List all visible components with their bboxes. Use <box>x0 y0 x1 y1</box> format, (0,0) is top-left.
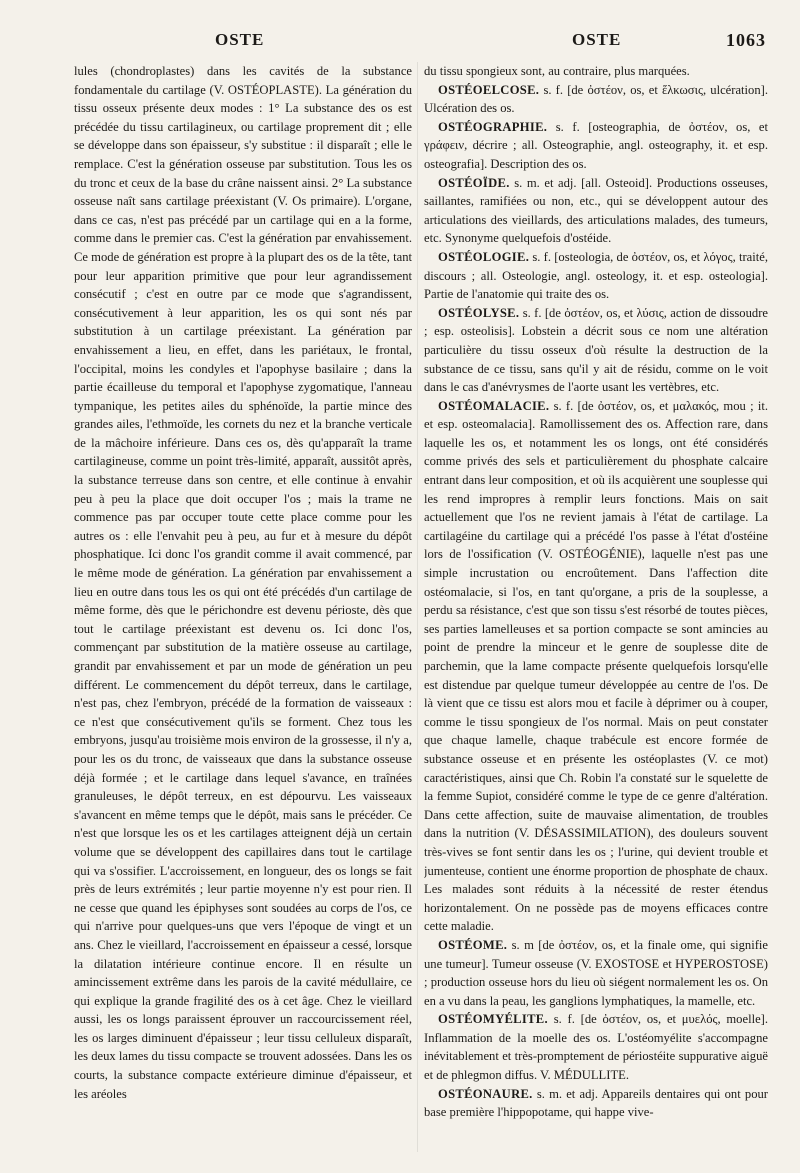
running-head-right: OSTE <box>572 30 622 49</box>
left-column <box>74 62 412 1162</box>
entry-osteoide <box>424 174 768 248</box>
entry-osteonaure <box>424 1085 768 1122</box>
definition: s. f. [osteologia, de ὀστέον, os, et λόγος, traité, discours ; all. Osteologie, angl. osteology, it. et esp. osteologia]. Partie de l'anatomie qui traite des os. <box>424 249 768 302</box>
definition: s. f. [osteographia, de ὀστέον, os, et γράφειν, décrire ; all. Osteographie, angl. osteography, it. et esp. osteografia]. Description des os. <box>424 119 768 171</box>
definition: s. f. [de ὀστέον, os, et ἕλκωσις, ulcération]. Ulcération des os. <box>424 82 768 116</box>
entry-osteologie <box>424 248 768 304</box>
running-header <box>0 30 800 58</box>
entry-osteomalacie <box>424 397 768 936</box>
definition: s. f. [de ὀστέον, os, et μαλακός, mou ; it. et esp. osteomalacia]. Ramollissement des os. Affection rare, dans laquelle les os, et notamment les os longs, ont été considérés comme privés des sels et particulièrement du phosphate calcaire entrant dans leur composition, et où ils acquièrent une souplesse qui les rend impropres à remplir leurs fonctions. Mais on sait actuellement que l'os ne revient jamais à l'état de cartilage. La cartilagéine du cartilage qui a précédé l'os passe à l'état d'ostéine lors de l'ossification (V. OSTÉOGÉNIE), laquelle n'est pas une simple incrustation ou encroûtement. Dans l'affection dite ostéomalacie, si l'os, en tant qu'organe, a pris de la souplesse, a perdu sa résistance, c'est que son tissu s'est résorbé de toutes pièces, ses parties lamelleuses et sa portion compacte se sont amincies au point de prendre la minceur et le genre de souplesse dite de parchemin, que la lame compacte présente quelquefois lorsqu'elle est distendue par quelque tumeur développée au centre de l'os. De là vient que ce tissu est alors mou et facile à déprimer ou à couper, comme le tissu spongieux de l'os normal. Mais on peut constater que chaque lamelle, chaque trabécule est encore formée de substance osseuse et en présente les ostéoplastes (V. ce mot) caractéristiques, ainsi que Ch. Robin l'a constaté sur le squelette de la femme Supiot, considéré comme le type de ce genre d'altération. Dans cette affection, suite de mauvaise alimentation, de troubles dans la nutrition (V. DÉSASSIMILATION), des douleurs souvent très-vives se font sentir dans les os ; l'urine, qui devient trouble et jumenteuse, contient une énorme proportion de phosphate de chaux. Les malades sont réduits à la nécessité de rester étendus horizontalement. On ne possède pas de moyens efficaces contre cette maladie. <box>424 398 768 934</box>
headword: OSTÉOMYÉLITE. <box>438 1012 548 1027</box>
headword: OSTÉOÏDE. <box>438 175 510 190</box>
headword: OSTÉOME. <box>438 937 508 952</box>
running-head-left: OSTE <box>215 30 265 49</box>
continuation-text: du tissu spongieux sont, au contraire, plus marquées. <box>424 64 690 78</box>
headword: OSTÉOLYSE. <box>438 305 520 320</box>
entry-osteomyelite <box>424 1010 768 1084</box>
headword: OSTÉOMALACIE. <box>438 398 550 413</box>
headword: OSTÉOELCOSE. <box>438 82 540 97</box>
page-number: 1063 <box>726 30 766 50</box>
headword: OSTÉOLOGIE. <box>438 249 530 264</box>
definition: s. m [de ὀστέον, os, et la finale ome, qui signifie une tumeur]. Tumeur osseuse (V. EXOSTOSE et HYPEROSTOSE) ; production osseuse hors du lieu où siégent normalement les os. On en a vu dans la peau, les ganglions lymphatiques, la mamelle, etc. <box>424 937 768 1008</box>
headword: OSTÉONAURE. <box>438 1086 533 1101</box>
definition: s. m. et adj. [all. Osteoid]. Productions osseuses, saillantes, ramifiées ou non, etc., qui se développent autour des articulations des vieillards, des articulations malades, des tumeurs, etc. Synonyme quelquefois d'ostéide. <box>424 175 768 246</box>
definition: s. f. [de ὀστέον, os, et μυελός, moelle]. Inflammation de la moelle des os. L'ostéomyélite s'accompagne inévitablement et très-promptement de périostéite suppurative aiguë et de phlegmon diffus. V. MÉDULLITE. <box>424 1012 768 1083</box>
headword: OSTÉOGRAPHIE. <box>438 119 548 134</box>
definition: s. f. [de ὀστέον, os, et λύσις, action de dissoudre ; esp. osteolisis]. Lobstein a décrit sous ce nom une altération particulière du tissu osseux d'où résulte la destruction de la substance de ce tissu, sans qu'il y ait de résidu, comme on le voit dans le cas d'anévrysmes de l'aorte usant les vertèbres, etc. <box>424 305 768 395</box>
entry-osteolyse <box>424 304 768 397</box>
entry-osteome <box>424 936 768 1010</box>
entry-osteoelcose <box>424 81 768 118</box>
left-column-text: lules (chondroplastes) dans les cavités de la substance fondamentale du cartilage (V. OSTÉOPLASTE). La génération du tissu osseux présente deux modes : 1° La substance des os est précédée du tissu cartilagineux, ou cartilage proprement dit ; elle se développe dans son épaisseur, s'y substitue : il disparaît ; elle le remplace. C'est la génération osseuse par substitution. Tous les os du tronc et ceux de la base du crâne naissent ainsi. 2° La substance osseuse naît sans cartilage préexistant (V. Os primaire). L'organe, dans ce cas, n'est pas précédé par un cartilage qui en a la forme, comme dans le premier cas. C'est la génération par envahissement. Ce mode de génération est propre à la plupart des os de la tête, tant pour leur apparition primitive que pour leur agrandissement consécutif ; c'est en outre par ce mode que s'agrandissent, consécutivement à leur apparition, les os qui sont nés par substitution à un cartilage préexistant. La génération par envahissement a lieu, en effet, dans les pariétaux, le frontal, l'occipital, moins les condyles et l'apophyse basilaire ; dans la partie écailleuse du temporal et l'apophyse zygomatique, l'anneau tympanique, les petites ailes du sphénoïde, la partie mince des grandes ailes, l'ethmoïde, les cornets du nez et la branche verticale de la mâchoire inférieure. Dans ces os, dès qu'apparaît la trame cartilagineuse, comme un point très-limité, apparaît, aussitôt après, la substance terreuse dans son centre, et elle continue à envahir peu à peu la place que doit occuper l'os ; mais la trame ne commence pas par occuper toute cette place comme pour les autres os : elle l'envahit peu à peu, au fur et à mesure du dépôt phosphatique. Ici donc l'os grandit comme il avait commencé, par le même mode de génération. La génération par envahissement a lieu en outre dans tous les os qui ont été précédés d'un cartilage de même forme, dès que le périchondre est devenu périoste, dès que tout le cartilage préexistant est devenu os. Ici donc l'os, commençant par substitution de la matière osseuse au cartilage, grandit par envahissement et par un mode de génération un peu différent. Le commencement du dépôt terreux, dans le cartilage, n'est pas, chez l'embryon, précédé de la formation de vaisseaux : ce n'est que consécutivement qu'ils se forment. Chez tous les embryons, jusqu'au troisième mois environ de la grossesse, il n'y a, pour les os du tronc, de vaisseaux que dans la substance osseuse déjà formée ; et le cartilage dans lequel s'avance, en traînées granuleuses, le dépôt terreux, en est dépourvu. Les vaisseaux s'avancent en même temps que le dépôt, mais sans le précéder. Ce n'est que lorsque les os et les cartilages atteignent déjà un certain volume que se développent des capillaires dans tout le cartilage qui va s'ossifier. L'accroissement, en longueur, des os longs se fait près de leurs extrémités ; leur partie moyenne n'y est pour rien. Il ne cesse que quand les épiphyses sont soudées au corps de l'os, ce qui n'arrive pour quelques-uns que vers l'époque de vingt et un ans. Chez le vieillard, l'accroissement en épaisseur a cessé, lorsque la dilatation intérieure continue encore. Il en résulte un amincissement extrême dans les parois de la cavité médullaire, ce qui explique la grande fragilité des os à cet âge. Chez le vieillard aussi, les os longs paraissent éprouver un raccourcissement réel, les os larges diminuent d'épaisseur ; leur tissu celluleux disparaît, les deux lames du tissu compacte se trouvent adossées. Dans les os courts, la substance compacte extérieure diminue d'épaisseur, et les aréoles <box>74 64 412 1101</box>
definition: s. m. et adj. Appareils dentaires qui ont pour base première l'hippopotame, qui happe vive- <box>424 1086 768 1120</box>
right-column <box>424 62 768 1162</box>
entry-osteographie <box>424 118 768 174</box>
column-gutter <box>417 62 418 1152</box>
